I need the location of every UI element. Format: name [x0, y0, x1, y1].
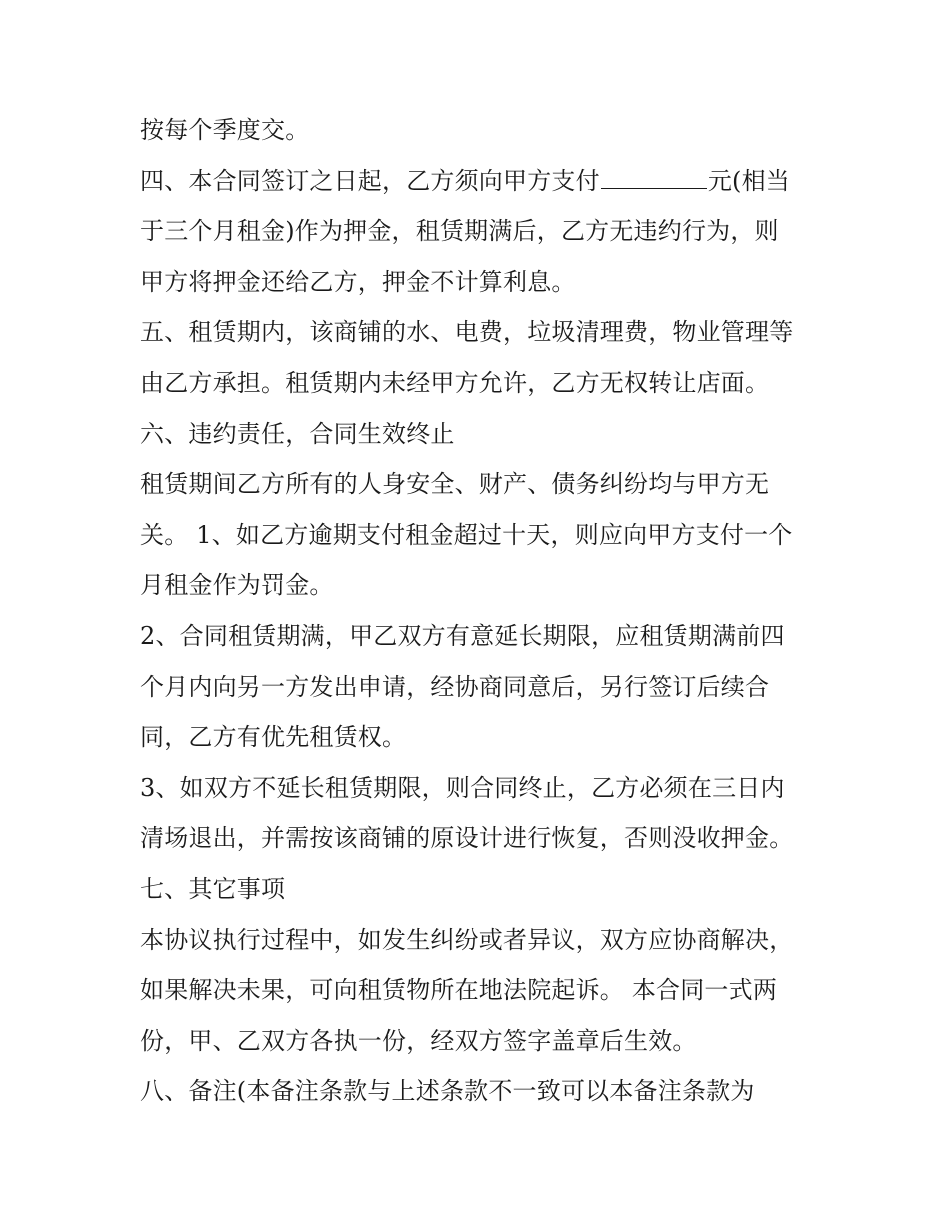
- text-span: 2、合同租赁期满，甲乙双方有意延长期限，应租赁期满前四: [140, 621, 785, 650]
- text-span: 元(相当: [707, 166, 790, 195]
- text-span: 于三个月租金)作为押金，租赁期满后，乙方无违约行为，则: [140, 217, 779, 246]
- text-span: 五、租赁期内，该商铺的水、电费，垃圾清理费，物业管理等: [140, 318, 794, 347]
- text-line-11: [140, 611, 820, 662]
- section-heading-6: [140, 409, 820, 460]
- text-line-3: [140, 206, 820, 257]
- text-span: 月租金作为罚金。: [140, 571, 334, 600]
- text-line-4: [140, 257, 820, 308]
- text-span: 七、其它事项: [140, 874, 286, 903]
- text-span: 3、如双方不延长租赁期限，则合同终止，乙方必须在三日内: [140, 773, 785, 802]
- text-span: 四、本合同签订之日起，乙方须向甲方支付: [140, 166, 600, 195]
- text-span: 八、备注(本备注条款与上述条款不一致可以本备注条款为: [140, 1077, 755, 1106]
- text-line-1: [140, 105, 820, 156]
- text-span: 甲方将押金还给乙方，押金不计算利息。: [140, 267, 576, 296]
- section-heading-8: [140, 1066, 820, 1117]
- text-line-17: [140, 915, 820, 966]
- text-line-19: [140, 1016, 820, 1067]
- contract-text: [140, 105, 820, 1117]
- text-span: 由乙方承担。租赁期内未经甲方允许，乙方无权转让店面。: [140, 368, 770, 397]
- text-span: 同，乙方有优先租赁权。: [140, 723, 407, 752]
- text-line-12: [140, 662, 820, 713]
- text-span: 个月内向另一方发出申请，经协商同意后，另行签订后续合: [140, 672, 770, 701]
- text-span: 租赁期间乙方所有的人身安全、财产、债务纠纷均与甲方无: [140, 470, 770, 499]
- text-line-14: [140, 763, 820, 814]
- text-line-10: [140, 560, 820, 611]
- amount-blank-line: [601, 166, 707, 189]
- text-line-13: [140, 712, 820, 763]
- text-line-2: [140, 156, 820, 207]
- text-span: 清场退出，并需按该商铺的原设计进行恢复，否则没收押金。: [140, 824, 794, 853]
- text-line-8: [140, 459, 820, 510]
- text-line-15: [140, 813, 820, 864]
- text-span: 六、违约责任，合同生效终止: [140, 419, 455, 448]
- text-span: 按每个季度交。: [140, 116, 310, 144]
- text-span: 份，甲、乙双方各执一份，经双方签字盖章后生效。: [140, 1026, 697, 1055]
- text-line-5: [140, 307, 820, 358]
- text-line-9: [140, 510, 820, 561]
- text-line-18: [140, 965, 820, 1016]
- text-line-6: [140, 358, 820, 409]
- text-span: 本协议执行过程中，如发生纠纷或者异议，双方应协商解决，: [140, 925, 794, 954]
- text-span: 如果解决未果，可向租赁物所在地法院起诉。 本合同一式两: [140, 976, 778, 1005]
- section-heading-7: [140, 864, 820, 915]
- text-span: 关。 1、如乙方逾期支付租金超过十天，则应向甲方支付一个: [140, 520, 793, 549]
